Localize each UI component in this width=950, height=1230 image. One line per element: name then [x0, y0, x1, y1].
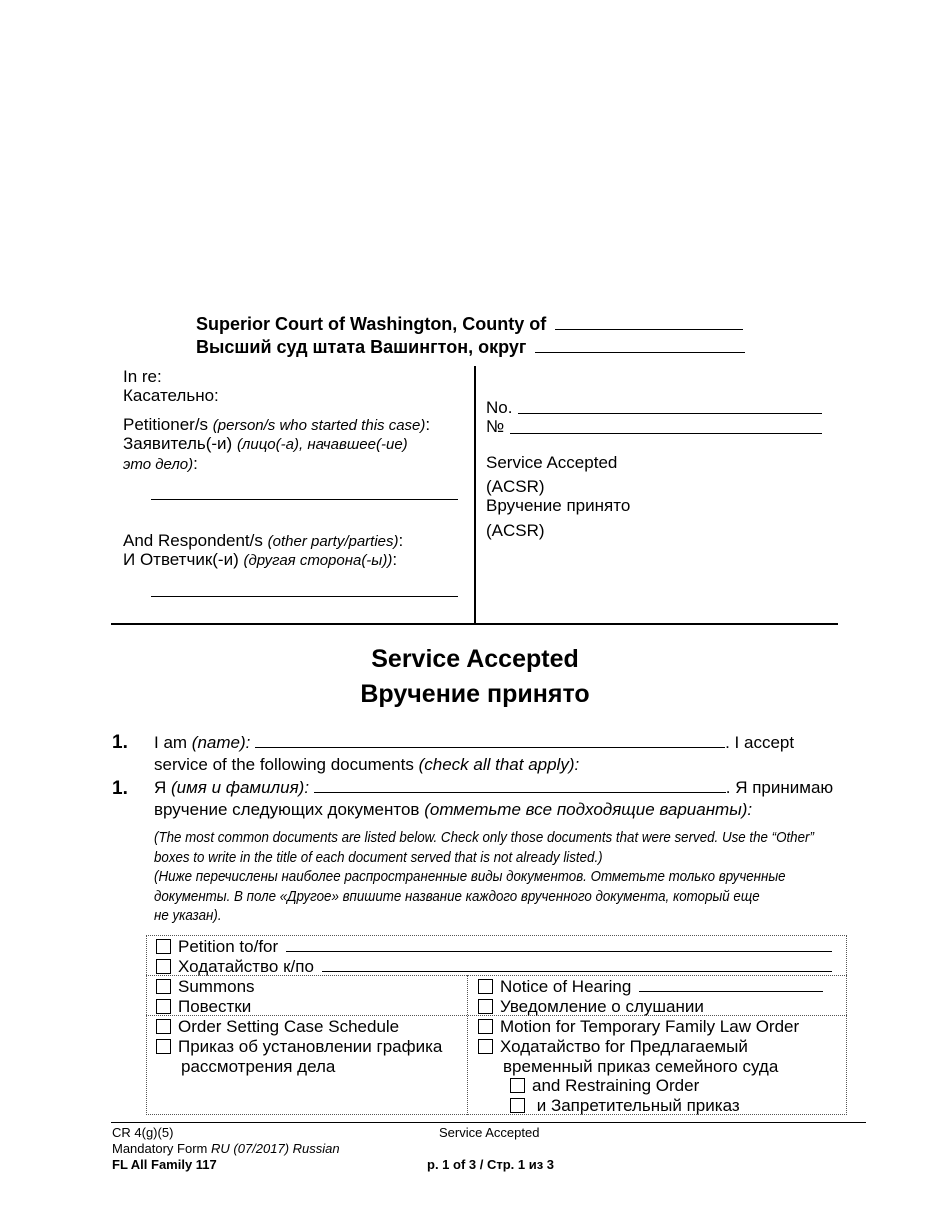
- order-item-ru: Приказ об установлении графика: [156, 1037, 442, 1057]
- item-number-ru: 1.: [112, 778, 128, 799]
- restraining-checkbox-ru[interactable]: [510, 1098, 525, 1113]
- motion-item-ru: Ходатайство for Предлагаемый: [478, 1037, 748, 1057]
- notice-checkbox-ru[interactable]: [478, 999, 493, 1014]
- footer-rule-ref: CR 4(g)(5): [112, 1125, 174, 1140]
- checklist-col-divider: [467, 975, 468, 1115]
- case-number-field[interactable]: [518, 413, 822, 414]
- petitioner-label-en: Petitioner/s (person/s who started this case):: [123, 415, 431, 434]
- order-item-en: Order Setting Case Schedule: [156, 1017, 399, 1037]
- caption-bottom-rule: [111, 623, 838, 625]
- restraining-checkbox[interactable]: [510, 1078, 525, 1093]
- county-field[interactable]: [555, 315, 743, 330]
- item-number-en: 1.: [112, 732, 128, 753]
- motion-item-en: Motion for Temporary Family Law Order: [478, 1017, 799, 1037]
- caption-vertical-divider: [474, 366, 476, 624]
- order-checkbox[interactable]: [156, 1019, 171, 1034]
- item1-en-line1: I am (name): . I accept: [154, 733, 795, 752]
- court-header-ru: Высший суд штата Вашингтон, округ: [196, 337, 745, 358]
- in-re-ru: Касательно:: [123, 386, 219, 405]
- case-number-en: No.: [486, 398, 513, 417]
- petition-item-en: Petition to/for: [156, 937, 832, 957]
- item1-en-line2: service of the following documents (check all that apply):: [154, 755, 580, 774]
- order-checkbox-ru[interactable]: [156, 1039, 171, 1054]
- page-title-en: Service Accepted: [371, 645, 579, 673]
- footer-center-title: Service Accepted: [439, 1125, 540, 1140]
- petitioner-name-field[interactable]: [151, 499, 458, 500]
- notice-field[interactable]: [639, 977, 823, 992]
- item1-ru-line2: вручение следующих документов (отметьте все подходящие варианты):: [154, 800, 753, 819]
- county-field-ru[interactable]: [535, 338, 745, 353]
- motion-checkbox[interactable]: [478, 1019, 493, 1034]
- item1-ru-line1: Я (имя и фамилия): . Я принимаю: [154, 778, 834, 797]
- doc-title-en: Service Accepted: [486, 453, 618, 472]
- doc-title-ru: Вручение принято: [486, 496, 631, 515]
- summons-checkbox[interactable]: [156, 979, 171, 994]
- instructions-note: (The most common documents are listed below. Check only those documents that were served. Use the “Other” boxes to write in the title of each document served that is not already listed.) (Ниже перечислены наиболее распространенные виды документов. Отметьте только врученные документы. В поле «Другое» впишите название каждого врученного документа, который еще не указан).: [154, 830, 814, 924]
- footer-rule: [111, 1122, 866, 1123]
- footer-form-version: Mandatory Form RU (07/2017) Russian: [112, 1141, 340, 1156]
- order-item-ru-2: рассмотрения дела: [181, 1057, 336, 1076]
- case-number-ru: №: [486, 417, 505, 436]
- petitioner-label-ru-2: это дело):: [123, 454, 198, 473]
- petition-checkbox-ru[interactable]: [156, 959, 171, 974]
- restraining-item-ru: и Запретительный приказ: [510, 1096, 740, 1116]
- court-header-en: Superior Court of Washington, County of: [196, 314, 743, 335]
- respondent-label-en: And Respondent/s (other party/parties):: [123, 531, 404, 550]
- summons-item-ru: Повестки: [156, 997, 251, 1017]
- petition-field-ru[interactable]: [322, 957, 832, 972]
- motion-checkbox-ru[interactable]: [478, 1039, 493, 1054]
- restraining-item-en: and Restraining Order: [510, 1076, 699, 1096]
- petition-field[interactable]: [286, 937, 832, 952]
- footer-left: [112, 1125, 340, 1173]
- page-title-ru: Вручение принято: [360, 680, 590, 708]
- summons-checkbox-ru[interactable]: [156, 999, 171, 1014]
- motion-item-ru-2: временный приказ семейного суда: [503, 1057, 779, 1076]
- summons-item-en: Summons: [156, 977, 255, 997]
- footer-form-id: FL All Family 117: [112, 1157, 217, 1172]
- respondent-label-ru: И Ответчик(-и) (другая сторона(-ы)):: [123, 550, 398, 569]
- respondent-name-field[interactable]: [151, 596, 458, 597]
- petition-item-ru: Ходатайство к/по: [156, 957, 832, 977]
- name-field[interactable]: [255, 733, 725, 748]
- footer-page-number: p. 1 of 3 / Стр. 1 из 3: [427, 1157, 555, 1172]
- in-re-en: In re:: [123, 367, 162, 386]
- petition-checkbox[interactable]: [156, 939, 171, 954]
- name-field-ru[interactable]: [314, 778, 726, 793]
- doc-code-en: (ACSR): [486, 477, 545, 496]
- notice-checkbox[interactable]: [478, 979, 493, 994]
- notice-item-ru: Уведомление о слушании: [478, 997, 704, 1017]
- case-number-field-ru[interactable]: [510, 433, 822, 434]
- notice-item-en: Notice of Hearing: [478, 977, 823, 997]
- doc-code-ru: (ACSR): [486, 521, 545, 540]
- petitioner-label-ru: Заявитель(-и) (лицо(-а), начавшее(-ие): [123, 434, 408, 453]
